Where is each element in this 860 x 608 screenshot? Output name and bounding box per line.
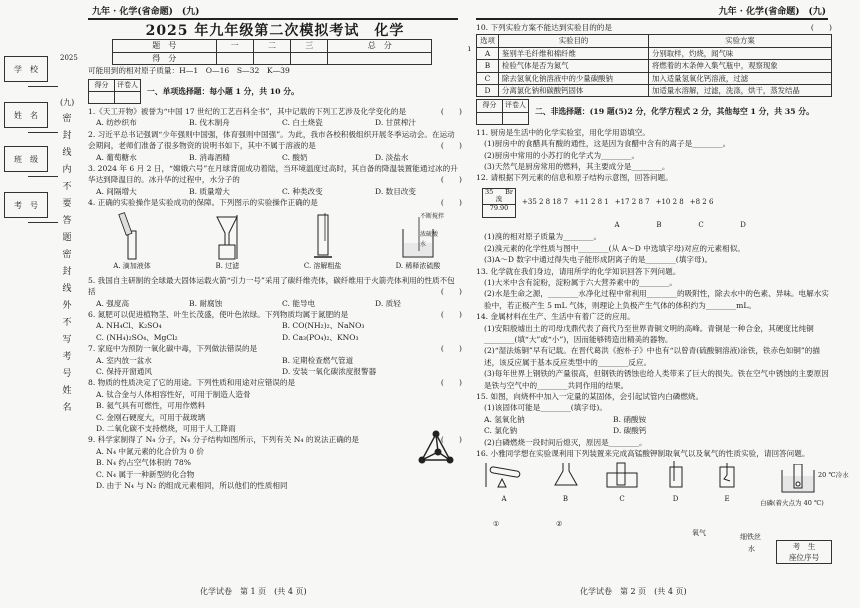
- water-trough-icon: [605, 461, 639, 489]
- atom-structure: +35 2 8 18 7: [522, 198, 568, 207]
- figure-filter: B. 过滤: [189, 211, 265, 273]
- question-15: 15. 如图，向烧杯中加入一定量的某固体，会引起试管内白磷燃烧。: [476, 391, 704, 401]
- question-14: 14. 金属材料在生产、生活中有着广泛的应用。: [476, 312, 635, 322]
- seal-char: 不: [62, 182, 72, 192]
- seal-char: 密: [62, 114, 72, 124]
- dropper-icon: [112, 211, 152, 261]
- apparatus-a: A: [482, 461, 526, 499]
- q14-line[interactable]: (2)“湿法炼铜”早有记载。在晋代葛洪《抱朴子》中也有“以曾青(硫酸铜溶液)涂铁，铁赤色如铜”的描述，该反应属于基本反应类型中的________反应。: [484, 346, 820, 367]
- grader-table: [88, 79, 141, 104]
- test-tube-heating-icon: [482, 461, 526, 489]
- seat-number-box[interactable]: 考 生 座位序号: [776, 540, 832, 564]
- flask-icon: [551, 461, 581, 489]
- label-water: 水: [748, 545, 755, 553]
- option-9d[interactable]: D. 由于 N₄ 与 N₂ 的组成元素相同，所以他们的性质相同: [96, 481, 288, 490]
- grader-label: 评卷人: [503, 100, 529, 112]
- question-16: 16. 小雅同学想在实验课利用下列装置来完成高锰酸钾制取氧气以及氧气的性质实验，请回答问题。: [476, 449, 810, 458]
- q11-line[interactable]: (1)厨房中的食醋具有酸的通性，这是因为食醋中含有的离子是________。: [484, 139, 731, 149]
- apparatus-c: C: [605, 461, 639, 499]
- options-6b: C. (NH₄)₂SO₄、MgCl₂ D. Ca₃(PO₄)₂、KNO₃: [96, 332, 359, 342]
- question-3: 3. 2024 年 6 月 2 日，“嫦娥六号”在月球背面成功着陆，当环境温度过高时，其自备的降温装置能通过冰的升华达到降温目的。冰升华的过程中，水分子的 ( ): [88, 164, 462, 185]
- q15-line[interactable]: (2)白磷燃烧一段时间后熄灭，原因是________。: [484, 437, 647, 447]
- q15-line[interactable]: (1)该固体可能是________(填字母)。: [484, 403, 607, 413]
- question-8: 8. 物质的性质决定了它的用途。下列性质和用途对应错误的是 ( ): [88, 378, 462, 388]
- question-12: 12. 请根据下列元素的信息和原子结构示意图，回答问题。: [476, 173, 673, 183]
- q13-line[interactable]: (1)大米中含有淀粉，淀粉属于六大营养素中的________。: [484, 277, 678, 287]
- grader-label: 评卷人: [115, 79, 141, 91]
- year-vertical: 2025: [60, 54, 78, 62]
- options-3: A. 间隔增大 B. 质量增大 C. 种类改变 D. 数目改变: [96, 186, 417, 196]
- seal-char: 线: [62, 148, 72, 158]
- q10-table: [476, 34, 832, 97]
- option-9a[interactable]: A. N₄ 中氮元素的化合价为 0 价: [96, 446, 205, 456]
- question-2: 2. 习近平总书记强调“少年强则中国强，体育强则中国强”。为此，我市各校积极组织开展冬季运动会。在运动会期间，老师们准备了很多物资的说明书如下，其中不属于溶液的是 ( ): [88, 129, 462, 151]
- question-10: 10. 下列实验方案不能达到实验目的的是 ( ): [476, 23, 832, 32]
- table-header: 实验方案: [649, 35, 832, 47]
- score-table: [112, 39, 432, 65]
- label-2: ②: [556, 520, 563, 528]
- options-1: A. 纺纱织布 B. 伐木制舟 C. 白土烧瓷 D. 甘蔗榨汁: [96, 118, 417, 128]
- seal-char: 封: [62, 267, 72, 277]
- exam-title: 2025 年九年级第二次模拟考试 化学: [145, 23, 405, 39]
- label-oxygen: 氧气: [692, 529, 706, 537]
- seal-char: 不: [62, 318, 72, 328]
- q15-options: A. 氢氧化钠 B. 硝酸铵: [484, 414, 647, 424]
- grader-cell[interactable]: [503, 112, 529, 124]
- score-header: 总 分: [328, 40, 432, 52]
- seal-char: 外: [62, 301, 72, 311]
- q13-line[interactable]: (2)水是生命之源，________水净化过程中常利用________的吸附性，除去水中的色素、异味。电解水实验中，若正极产生 5 mL 气体，则理论上负极产生气体的体积约为________mL。: [484, 289, 829, 310]
- q15-figure: 20 ℃冷水 白磷(着火点为 40 ℃): [778, 464, 828, 496]
- q16-apparatus: [482, 461, 742, 503]
- grader-cell[interactable]: [477, 112, 503, 124]
- table-header: 实验目的: [499, 35, 649, 47]
- question-11: 11. 厨房是生活中的化学实验室，用化学用语填空。: [476, 127, 650, 137]
- q14-line[interactable]: (3)每年世界上钢铁的产量很高，但钢铁的锈蚀也给人类带来了巨大的损失。铁在空气中锈蚀的主要原因是铁与空气中的________共同作用的结果。: [484, 369, 829, 390]
- q4-figures: [88, 211, 462, 273]
- seal-char: 线: [62, 284, 72, 294]
- section1-title: 一、单项选择题：每小题 1 分，共 10 分。: [147, 86, 299, 96]
- atom-diagrams: [482, 186, 832, 220]
- header-rule: [476, 18, 828, 20]
- score-header: 一: [216, 40, 253, 52]
- seal-char: 号: [62, 369, 72, 379]
- field-line: [28, 86, 58, 87]
- grader-table: [476, 99, 529, 124]
- grader-cell[interactable]: [89, 92, 115, 104]
- school-field-label: 学 校: [4, 56, 48, 82]
- table-row[interactable]: B 检验气体是否为氮气 将燃着的木条伸入集气瓶中，观察现象: [477, 60, 832, 72]
- seal-char: 考: [62, 352, 72, 362]
- score-cell[interactable]: [216, 52, 253, 64]
- question-4: 4. 正确的实验操作是实验成功的保障。下列图示的实验操作正确的是 ( ): [88, 198, 462, 208]
- seal-char: 姓: [62, 386, 72, 396]
- atom-structure: +8 2 6: [689, 198, 714, 207]
- q11-line[interactable]: (2)厨房中常用的小苏打的化学式为________。: [484, 150, 640, 160]
- atom-labels: A B C D: [614, 220, 746, 229]
- q14-line[interactable]: (1)安阳殷墟出土的司母戊鼎代表了商代乃至世界青铜文明的高峰。青铜是一种合金，其硬度比纯铜________(填“大”或“小”)，因而能够铸造出精美的器物。: [484, 323, 814, 344]
- series-mark: (九): [60, 98, 75, 107]
- seal-char: 写: [62, 335, 72, 345]
- field-line: [28, 132, 58, 133]
- score-header: 二: [253, 40, 290, 52]
- atom-structure: +17 2 8 7: [614, 198, 650, 207]
- figure-cylinder: C. 溶解粗盐: [285, 211, 361, 273]
- options-7b: C. 保持开窗通风 D. 安装一氧化碳浓度报警器: [96, 366, 377, 376]
- graduated-cylinder-icon: [303, 211, 343, 261]
- seal-char: 内: [62, 165, 72, 175]
- field-line: [28, 176, 58, 177]
- iron-wire-bottle-icon: [712, 461, 742, 489]
- figure-dilute: 不断搅拌 浓硫酸 水 D. 稀释浓硫酸: [395, 212, 444, 270]
- section2-title: 二、非选择题：(19 题(5)2 分，化学方程式 2 分，其他每空 1 分，共 35 分。: [535, 107, 814, 117]
- question-6: 6. 氮肥可以促进植物茎、叶生长茂盛，使叶色浓绿。下列物质均属于氮肥的是 ( ): [88, 309, 462, 319]
- grader-cell[interactable]: [115, 92, 141, 104]
- question-1: 1.《天工开物》被誉为“中国 17 世纪的工艺百科全书”，其中记载的下列工艺涉及化学变化的是 ( ): [88, 107, 462, 117]
- atomic-masses: 可能用到的相对原子质量：H—1 O—16 S—32 K—39: [88, 66, 290, 76]
- seal-char: 密: [62, 250, 72, 260]
- column-divider-mark: ı: [468, 44, 471, 53]
- n4-molecule-icon: [416, 428, 456, 468]
- score-label: 得 分: [113, 52, 217, 64]
- label-1: ①: [493, 520, 500, 528]
- seal-char: 名: [62, 403, 72, 413]
- seal-char: 封: [62, 131, 72, 141]
- grader-label: 得分: [89, 79, 115, 91]
- label-iron-wire: 细铁丝: [740, 533, 761, 541]
- seal-line-text: [60, 94, 74, 417]
- atom-structure: +11 2 8 1: [573, 198, 609, 207]
- section2-header: [476, 99, 832, 124]
- option-9b[interactable]: B. N₄ 约占空气体积的 78%: [96, 458, 191, 468]
- header-rule: [88, 18, 458, 20]
- table-header: 选项: [477, 35, 499, 47]
- option-8b[interactable]: B. 氦气具有可燃性，可用作燃料: [96, 401, 206, 411]
- atom-structure: +10 2 8: [655, 198, 684, 207]
- q12-line[interactable]: (3)A～D 数字中通过得失电子能形成阴离子的是________(填字母)。: [484, 255, 713, 265]
- seal-char: 要: [62, 199, 72, 209]
- element-card: 35 Br 溴 79.90: [482, 188, 516, 218]
- q9-options: [88, 446, 462, 492]
- name-field-label: 姓 名: [4, 102, 48, 128]
- options-6a: A. NH₄Cl、K₂SO₄ B. CO(NH₂)₂、NaNO₃: [96, 321, 365, 331]
- score-header: 题 号: [113, 40, 217, 52]
- apparatus-b: B: [551, 461, 581, 499]
- option-8c[interactable]: C. 金刚石硬度大，可用于裁玻璃: [96, 412, 206, 422]
- question-7: 7. 家庭中为预防一氧化碳中毒，下列做法错误的是 ( ): [88, 344, 462, 354]
- question-5: 5. 我国自主研制的全球最大固体运载火箭“引力一号”采用了碳纤维壳体，碳纤维用于火箭壳体利用的性质不包括 ( ): [88, 275, 462, 297]
- q11-line[interactable]: (3)天然气是厨房常用的燃料，其主要成分是________。: [484, 162, 670, 172]
- q12-line[interactable]: (1)溴的相对原子质量为________。: [484, 232, 602, 242]
- funnel-icon: [207, 211, 247, 261]
- option-9c[interactable]: C. N₄ 属于一种新型的化合物: [96, 469, 195, 479]
- score-cell[interactable]: [328, 52, 432, 64]
- question-9: 9. 科学家制得了 N₄ 分子，N₄ 分子结构如图所示，下列有关 N₄ 的说法正确的是 ( ): [88, 435, 462, 445]
- footer-page-1: 化学试卷 第 1 页 (共 4 页): [200, 587, 307, 596]
- beaker-tube-icon: [778, 464, 828, 494]
- left-column: [88, 22, 462, 491]
- gas-bottle-icon: [664, 461, 688, 489]
- q15-options: C. 氯化钠 D. 碳酸钙: [484, 426, 647, 436]
- score-header: 三: [291, 40, 328, 52]
- options-2: A. 葡萄糖水 B. 消毒酒精 C. 酸奶 D. 淡盐水: [96, 152, 409, 162]
- score-cell[interactable]: [253, 52, 290, 64]
- option-8d[interactable]: D. 二氧化碳不支持燃烧，可用于人工降雨: [96, 423, 236, 433]
- field-line: [28, 222, 58, 223]
- seal-char: 答: [62, 216, 72, 226]
- q12-line[interactable]: (2)溴元素的化学性质与图中________(从 A～D 中选填字母)对应的元素相似。: [484, 243, 745, 253]
- page-header-right: 九年 · 化学(省命题) (九): [718, 7, 826, 17]
- apparatus-e: E: [712, 461, 742, 499]
- seal-char: 题: [62, 233, 72, 243]
- table-row[interactable]: C 除去氢氧化钠溶液中的少量碳酸钠 加入适量氢氧化钙溶液，过滤: [477, 72, 832, 84]
- class-field-label: 班 级: [4, 146, 48, 172]
- section1-header: [88, 79, 462, 104]
- page-header-left: 九年 · 化学(省命题) (九): [92, 7, 200, 17]
- question-13: 13. 化学就在我们身边，请用所学的化学知识回答下列问题。: [476, 266, 681, 276]
- option-8a[interactable]: A. 钛合金与人体相容性好，可用于制造人造骨: [96, 389, 251, 399]
- options-5: A. 强度高 B. 耐腐蚀 C. 能导电 D. 质轻: [96, 298, 401, 308]
- footer-page-2: 化学试卷 第 2 页 (共 4 页): [580, 587, 687, 596]
- exam-number-field-label: 考 号: [4, 192, 48, 218]
- options-7a: A. 室内放一盆水 B. 定期检查燃气管道: [96, 355, 354, 365]
- grader-label: 得分: [477, 100, 503, 112]
- table-row[interactable]: D 分离氯化钠和碳酸钙固体 加适量水溶解，过滤，洗涤，烘干，蒸发结晶: [477, 85, 832, 97]
- table-row[interactable]: A 鉴别羊毛纤维和棉纤维 分别取样，灼烧，闻气味: [477, 47, 832, 59]
- score-cell[interactable]: [291, 52, 328, 64]
- figure-dropper: A. 滴加液体: [94, 211, 170, 273]
- right-column: [476, 22, 832, 503]
- apparatus-d: D: [664, 461, 688, 499]
